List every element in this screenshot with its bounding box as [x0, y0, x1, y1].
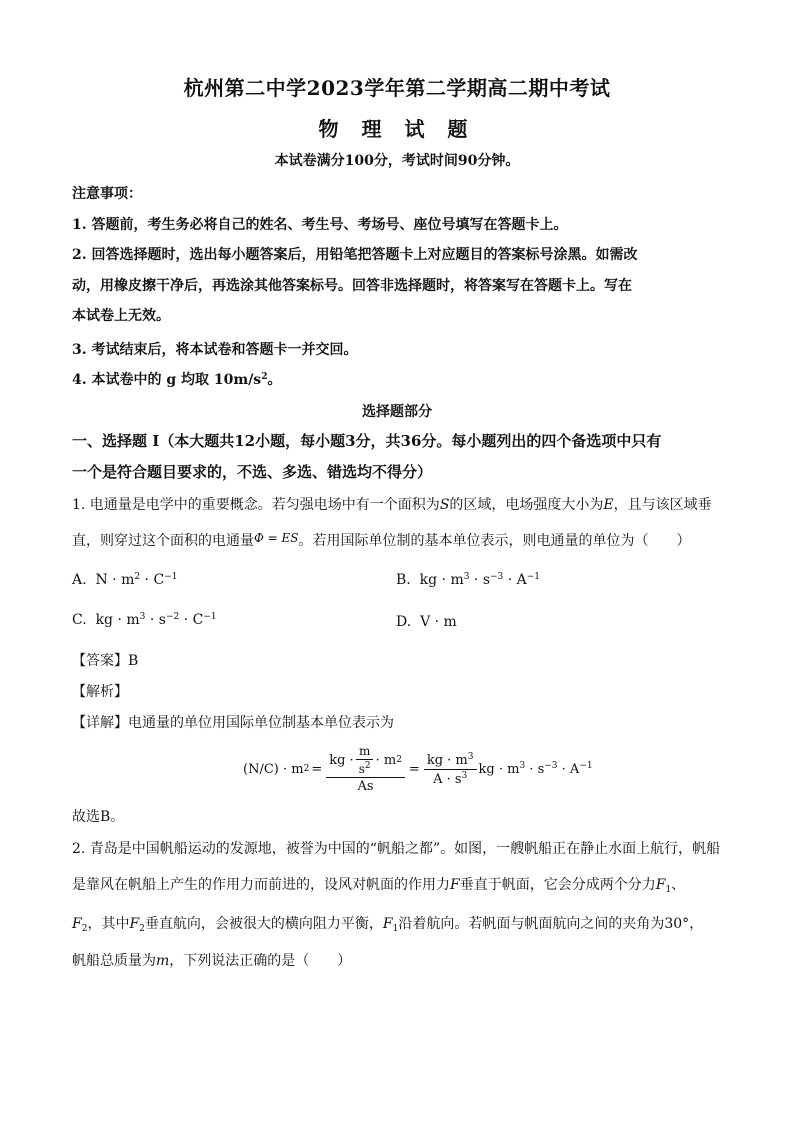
notice-item-2-line-3: 本试卷上无效。 [72, 308, 170, 324]
question-2-line-4: 帆船总质量为m，下列说法正确的是（ ） [72, 953, 352, 969]
part-instructions-line-2: 一个是符合题目要求的，不选、多选、错选均不得分） [72, 463, 433, 481]
flux-equation: Φ = ES [254, 531, 299, 545]
question-2-line-1: 2. 青岛是中国帆船运动的发源地，被誉为中国的“帆船之都”。如图，一艘帆船正在静止水面上航行，帆船 [72, 841, 721, 857]
notice-item-3: 3. 考试结束后，将本试卷和答题卡一并交回。 [72, 342, 358, 358]
option-a[interactable]: A. $N \cdot m^2 \cdot C^{-1}$ [72, 572, 178, 588]
option-c[interactable]: C. kg · $m^3 \cdot s^{-2} \cdot C^{-1}$ [72, 612, 217, 628]
notice-item-2-line-1: 2. 回答选择题时，选出每小题答案后，用铅笔把答题卡上对应题目的答案标号涂黑。如需改 [72, 247, 638, 263]
answer-label: 【答案】B [72, 653, 139, 669]
exam-info: 本试卷满分100分，考试时间90分钟。 [274, 153, 520, 169]
question-1-line-2: 直，则穿过这个面积的电通量Φ = ES。若用国际单位制的基本单位表示，则电通量的单位为（ ） [72, 531, 691, 549]
detail-text: 【详解】电通量的单位用国际单位制基本单位表示为 [72, 715, 394, 731]
conclusion-text: 故选B。 [72, 809, 125, 825]
unit-derivation-formula: (N/C) · m 2 = kg · $\frac{m}{s^2}$ · m 2 As = $\frac{kg \cdot m^3}{A \cdot s^3}$ kg · $m^3 \cdot s^{-3} \cdot A^{-1}$ [243, 744, 593, 794]
fraction-2: $\frac{kg \cdot m^3}{A \cdot s^3}$ [424, 752, 477, 787]
option-b[interactable]: B. kg · $m^3 \cdot s^{-3} \cdot A^{-1}$ [396, 572, 541, 588]
subject-title: 物 理 试 题 [318, 117, 476, 141]
notice-item-1: 1. 答题前，考生务必将自己的姓名、考生号、考场号、座位号填写在答题卡上。 [72, 217, 568, 233]
part-instructions-line-1: 一、选择题 I（本大题共12小题，每小题3分，共36分。每小题列出的四个备选项中只有 [72, 432, 662, 450]
notice-item-4: 4. 本试卷中的 g 均取 $10m/s^2$。 [72, 372, 282, 388]
section-heading: 选择题部分 [362, 404, 432, 420]
notice-heading: 注意事项： [72, 186, 142, 202]
exam-title: 杭州第二中学2023学年第二学期高二期中考试 [183, 76, 611, 100]
analysis-label: 【解析】 [72, 684, 128, 700]
question-2-line-3: $F_2$，其中$F_2$垂直航向，会被很大的横向阻力平衡，$F_1$沿着航向。若帆面与帆面航向之间的夹角为30°， [72, 916, 704, 934]
notice-item-2-line-2: 动，用橡皮擦干净后，再选涂其他答案标号。回答非选择题时，将答案写在答题卡上。写在 [72, 278, 632, 294]
question-1-line-1: 1. 电通量是电学中的重要概念。若匀强电场中有一个面积为S的区域，电场强度大小为E，且与该区域垂 [72, 497, 712, 513]
fraction-1: kg · $\frac{m}{s^2}$ · m 2 As [326, 744, 405, 794]
question-2-line-2: 是靠风在帆船上产生的作用力而前进的，设风对帆面的作用力F垂直于帆面，它会分成两个分力$F_1$、 [72, 877, 686, 895]
option-d[interactable]: D. V · m [396, 614, 457, 630]
